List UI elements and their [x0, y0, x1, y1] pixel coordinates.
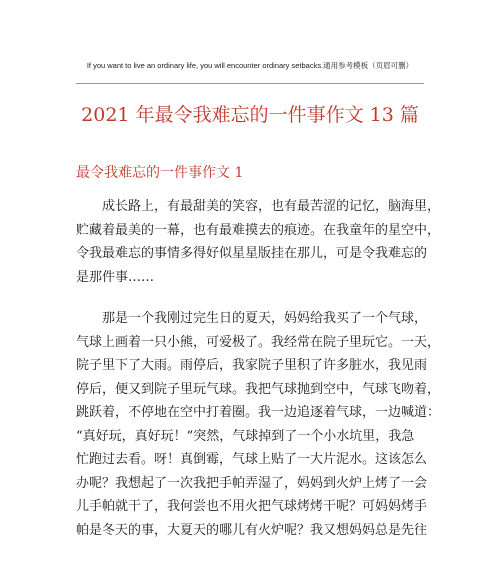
page-header-text: If you want to live an ordinary life, you will encounter ordinary setbacks.通用参考模板（页眉可删） [86, 61, 414, 70]
paragraph-2 [76, 307, 441, 542]
paragraph-line: 儿手帕就干了，我何尝也不用火把气球烤烤干呢？可妈妈烤手 [76, 499, 428, 514]
paragraph-line: 帕是冬天的事，大夏天的哪儿有火炉呢？我又想妈妈总是先往 [76, 522, 428, 538]
paragraph-line: 跳跃着，不停地在空中打着圈。我一边追逐着气球，一边喊道： [76, 405, 441, 420]
section-title: 最令我难忘的一件事作文 1 [76, 165, 244, 181]
paragraph-line: “真好玩，真好玩！”突然，气球掉到了一个小水坑里，我急 [76, 428, 415, 444]
paragraph-line: 停后，便又到院子里玩气球。我把气球抛到空中，气球飞吻着， [76, 381, 441, 397]
paragraph-line: 是那件事…… [76, 269, 155, 285]
document-title: 2021 年最令我难忘的一件事作文 13 篇 [81, 104, 419, 126]
paragraph-line: 令我最难忘的事情多得好似星星版挂在那儿，可是令我难忘的 [76, 246, 428, 261]
paragraph-line: 贮藏着最美的一幕，也有最难摸去的痕迹。在我童年的星空中， [76, 222, 441, 238]
paragraph-line: 那是一个我刚过完生日的夏天，妈妈给我买了一个气球， [102, 311, 428, 326]
header-divider [76, 83, 424, 84]
paragraph-line: 成长路上，有最甜美的笑容，也有最苦涩的记忆，脑海里， [102, 199, 441, 214]
paragraph-1 [76, 195, 441, 289]
paragraph-line: 院子里下了大雨。雨停后，我家院子里积了许多脏水，我见雨 [76, 358, 428, 373]
paragraph-line: 忙跑过去看。呀！真倒霉，气球上贴了一大片泥水。这该怎么 [76, 452, 428, 467]
paragraph-line: 办呢？我想起了一次我把手帕弄湿了，妈妈到火炉上烤了一会 [76, 475, 428, 491]
paragraph-line: 气球上画着一只小熊，可爱极了。我经常在院子里玩它。一天， [76, 334, 441, 350]
